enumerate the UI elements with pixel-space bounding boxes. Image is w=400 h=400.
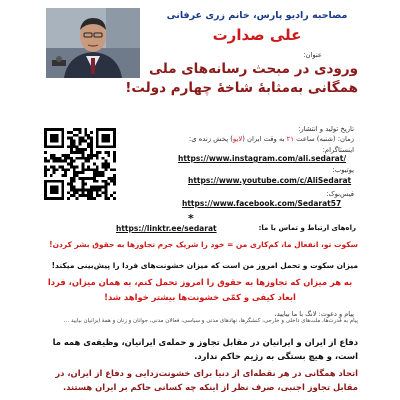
title-label: عنوان: — [303, 51, 322, 59]
youtube-label: یوتیوب: — [332, 166, 354, 174]
facebook-link[interactable]: https://www.facebook.com/Sedarat57 — [182, 199, 342, 208]
slogan-line-2: میزان سکوت و تحمل امروز من است که میزان خشونت‌های فردا را پیش‌بینی میکند! — [51, 261, 358, 270]
defense-statement: دفاع از ایران و ایرانیان در مقابل تجاوز و حمله‌ی ایرانیان، وظیفه‌ی همه ما است، و هیچ بستگی به رژیم حاکم ندارد. — [52, 337, 358, 361]
instagram-label: اینستاگرام: — [322, 146, 354, 154]
time-prefix: زمان: (شنبه) ساعت — [296, 135, 354, 143]
contact-row — [116, 224, 356, 238]
unity-statement: اتحاد همگانی در هر نقطه‌ای از دنیا برای خشونت‌زدایی و دفاع از ایران، در مقابل تجاوز اجنبی، صرف نظر از اینکه چه کسانی حاکم بر ایران هستند. — [55, 368, 358, 392]
time-hour: ۲۱ — [286, 135, 294, 143]
main-title: ورودی در مبحث رسانه‌های ملی همگانی به‌مثابهٔ شاخهٔ چهارم دولت! — [125, 61, 358, 96]
slogan-line-3: به هر میزان که تجاوزها به حقوق را امروز تحمل کنم، به همان میزان، فردا ابعاد کیفی و کمّی خشونت‌ها بیشتر خواهد شد! — [47, 277, 353, 302]
slogan-line-1: سکوت تو، انفعال ما، کم‌کاری من = خود را شریک جرم تجاوزها به حقوق بشر کردن! — [49, 240, 358, 249]
broadcast-time — [189, 134, 354, 144]
live-badge: لایو — [232, 135, 243, 143]
qr-code[interactable] — [44, 128, 116, 200]
time-mid: به وقت ایران ( — [242, 135, 285, 143]
invitation-text: پیام به قدرت‌ها، ملت‌های داخلی و خارجی، کنشگرها، نهادهای مدنی و سیاسی، فعالان مدنی، جوانان و زنان و همهٔ ایرانیان بیایید ... — [63, 318, 358, 324]
facebook-label: فیس‌بوک: — [326, 190, 354, 198]
linktree-link[interactable]: https://linktr.ee/sedarat — [116, 224, 217, 233]
instagram-link[interactable]: https://www.instagram.com/ali.sedarat/ — [178, 154, 347, 163]
date-label: تاریخ تولید و انتشار: — [298, 125, 354, 133]
contact-label: راه‌های ارتباط و تماس با ما: — [258, 224, 356, 232]
invitation-label: پیام و دعوت: لانگ با ما بیایید، — [274, 310, 354, 318]
interviewer-line: مصاحبه رادیو پارس، خانم زری عرفانی — [166, 10, 348, 21]
time-suffix: ) پخش زنده ی: — [188, 135, 233, 143]
youtube-link[interactable]: https://www.youtube.com/c/AliSedarat — [188, 176, 352, 185]
star-separator: * — [188, 212, 194, 225]
speaker-name: علی صدارت — [212, 26, 302, 44]
